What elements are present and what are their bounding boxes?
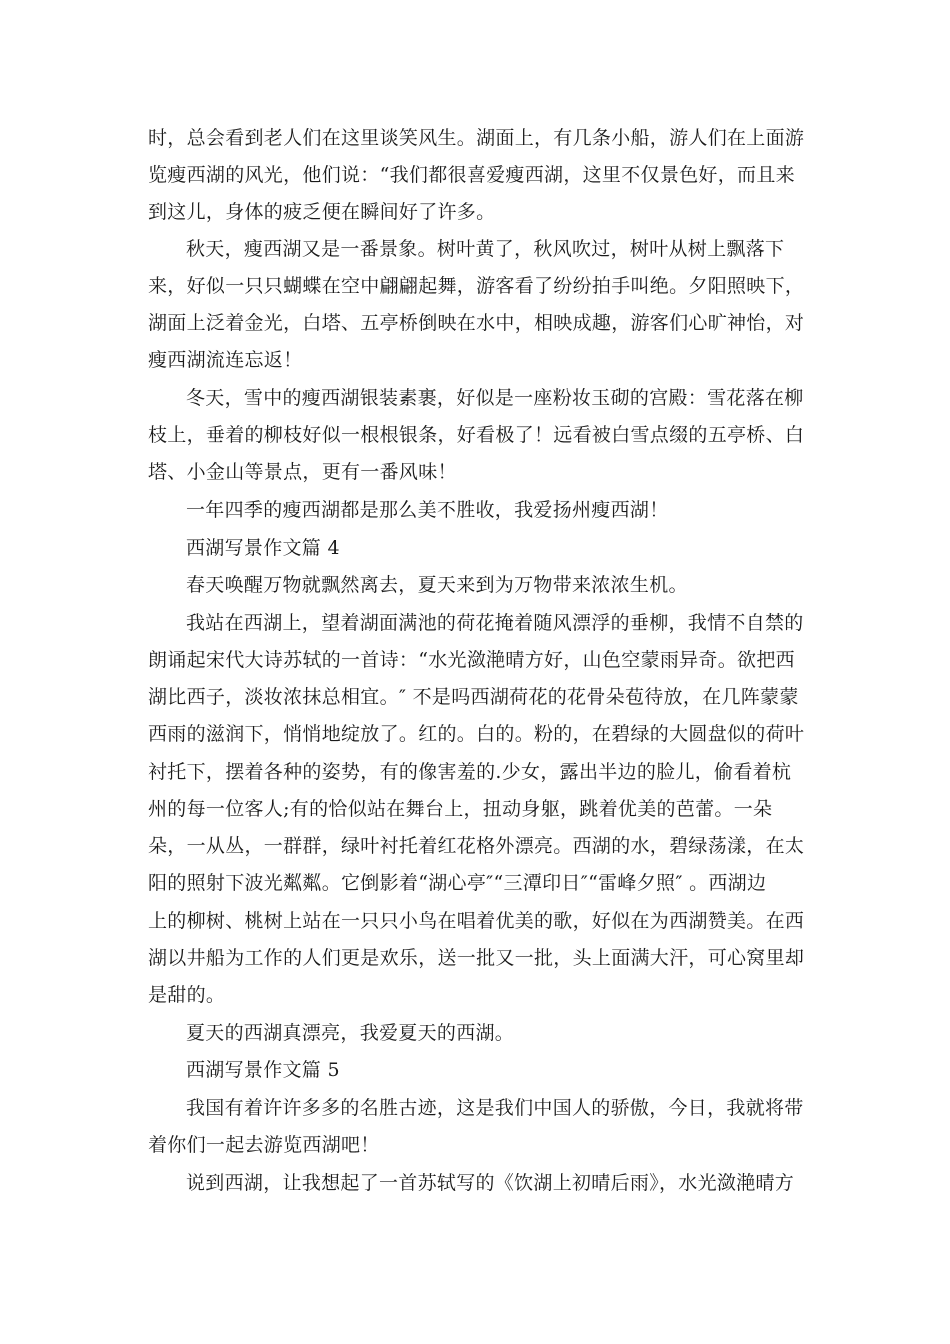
text-line: 州的每一位客人;有的恰似站在舞台上，扭动身躯，跳着优美的芭蕾。一朵: [148, 798, 773, 820]
paragraph-lotus: 我站在西湖上，望着湖面满池的荷花掩着随风漂浮的垂柳，我情不自禁的: [186, 612, 804, 634]
text-line: 衬托下，摆着各种的姿势，有的像害羞的.少女，露出半边的脸儿，偷看着杭: [148, 761, 792, 783]
text-line: 上的柳树、桃树上站在一只只小鸟在唱着优美的歌，好似在为西湖赞美。在西: [148, 910, 805, 932]
text-line: 湖面上泛着金光，白塔、五亭桥倒映在水中，相映成趣，游客们心旷神怡，对: [148, 312, 805, 334]
text-line: 时，总会看到老人们在这里谈笑风生。湖面上，有几条小船，游人们在上面游: [148, 127, 805, 149]
paragraph-poem: 说到西湖，让我想起了一首苏轼写的《饮湖上初晴后雨》，水光潋滟晴方: [186, 1172, 795, 1194]
text-line: 瘦西湖流连忘返！: [148, 349, 303, 371]
section-heading-5: 西湖写景作文篇 5: [186, 1059, 340, 1081]
text-line: 到这儿，身体的疲乏便在瞬间好了许多。: [148, 201, 496, 223]
paragraph-spring: 春天唤醒万物就飘然离去，夏天来到为万物带来浓浓生机。: [186, 574, 688, 596]
section-heading-4: 西湖写景作文篇 4: [186, 537, 340, 559]
text-line: 来，好似一只只蝴蝶在空中翩翩起舞，游客看了纷纷拍手叫绝。夕阳照映下，: [148, 275, 805, 297]
text-line: 西雨的滋润下，悄悄地绽放了。红的。白的。粉的，在碧绿的大圆盘似的荷叶: [148, 723, 805, 745]
paragraph-summer: 夏天的西湖真漂亮，我爱夏天的西湖。: [186, 1022, 515, 1044]
text-line: 朵，一从丛，一群群，绿叶衬托着红花格外漂亮。西湖的水，碧绿荡漾，在太: [148, 835, 805, 857]
text-line: 是甜的。: [148, 984, 226, 1006]
text-line: 朗诵起宋代大诗苏轼的一首诗：“水光潋滟晴方好，山色空蒙雨异奇。欲把西: [148, 649, 795, 671]
text-line: 阳的照射下波光粼粼。它倒影着“湖心亭″“三潭印日″“雷峰夕照″ 。西湖边: [148, 872, 767, 894]
paragraph-intro: 我国有着许许多多的名胜古迹，这是我们中国人的骄傲，今日，我就将带: [186, 1097, 804, 1119]
text-line: 览瘦西湖的风光，他们说：“我们都很喜爱瘦西湖，这里不仅景色好，而且来: [148, 164, 795, 186]
paragraph-conclusion: 一年四季的瘦西湖都是那么美不胜收，我爱扬州瘦西湖！: [186, 499, 669, 521]
text-line: 塔、小金山等景点，更有一番风味！: [148, 461, 457, 483]
text-line: 湖以井船为工作的人们更是欢乐，送一批又一批，头上面满大汗，可心窝里却: [148, 947, 805, 969]
text-line: 着你们一起去游览西湖吧！: [148, 1134, 380, 1156]
paragraph-winter: 冬天，雪中的瘦西湖银装素裹，好似是一座粉妆玉砌的宫殿：雪花落在柳: [186, 387, 804, 409]
paragraph-autumn: 秋天，瘦西湖又是一番景象。树叶黄了，秋风吹过，树叶从树上飘落下: [186, 238, 785, 260]
text-line: 枝上，垂着的柳枝好似一根根银条，好看极了！远看被白雪点缀的五亭桥、白: [148, 424, 805, 446]
text-line: 湖比西子，淡妆浓抹总相宜。″ 不是吗西湖荷花的花骨朵苞待放，在几阵蒙蒙: [148, 686, 799, 708]
